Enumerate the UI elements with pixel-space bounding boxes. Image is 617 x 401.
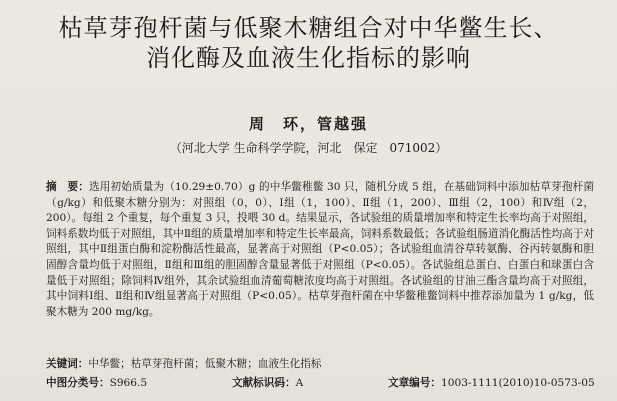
keywords xyxy=(46,357,594,371)
cls-number xyxy=(46,375,147,390)
classification-row xyxy=(46,375,606,391)
cls-number-value: S966.5 xyxy=(109,377,148,389)
article-number xyxy=(388,375,595,390)
doc-code-label: 文献标识码： xyxy=(232,377,296,389)
doc-code xyxy=(232,375,303,390)
abstract-label: 摘 要： xyxy=(46,181,89,193)
article-number-value: 1003-1111(2010)10-0573-05 xyxy=(440,377,595,389)
paper-title-line-1: 枯草芽孢杆菌与低聚木糖组合对中华鳖生长、 xyxy=(58,14,559,42)
keywords-text: 中华鳖；枯草芽孢杆菌；低聚木糖；血液生化指标 xyxy=(88,358,322,370)
authors: 周 环，管越强 xyxy=(248,115,368,133)
cls-number-label: 中图分类号： xyxy=(46,377,110,389)
paper-title-line-2: 消化酶及血液生化指标的影响 xyxy=(146,44,471,72)
keywords-label: 关键词： xyxy=(46,358,89,370)
affiliation: （河北大学 生命科学学院，河北 保定 071002） xyxy=(169,141,448,155)
abstract xyxy=(46,180,594,320)
doc-code-value: A xyxy=(295,377,304,389)
abstract-text: 选用初始质量为（10.29±0.70）g 的中华鳖稚鳖 30 只，随机分成 5 组，在基础饲料中添加枯草芽孢杆菌（g/kg）和低聚木糖分别为：对照组（0，0）、Ⅰ组（1，100）、Ⅱ组（1，200）、Ⅲ组（2，100）和Ⅳ组（2，200）。每组 2 个重复，每个重复 3 只，投喂 30 d。结果显示，各试验组的质量增加率和特定生长率均高于对照组，饲料系数均低于对照组，其中Ⅱ组的质量增加率和特定生长率最高，饲料系数最低；各试验组肠道消化酶活性均高于对照组，其中Ⅱ组蛋白酶和淀粉酶活性最高，显著高于对照组（P<0.05）；各试验组血清谷草转氨酶、谷丙转氨酶和胆固醇含量均低于对照组，Ⅱ组和Ⅲ组的胆固醇含量显著低于对照组（P<0.05）。各试验组总蛋白、白蛋白和球蛋白含量低于对照组；除饲料Ⅳ组外，其余试验组血清葡萄糖浓度均高于对照组。各试验组的甘油三酯含量均高于对照组，其中饲料Ⅰ组、Ⅱ组和Ⅳ组显著高于对照组（P<0.05）。枯草芽孢杆菌在中华鳖稚鳖饲料中推荐添加量为 1 g/kg，低聚木糖为 200 mg/kg。 xyxy=(46,181,595,318)
article-number-label: 文章编号： xyxy=(388,377,441,389)
